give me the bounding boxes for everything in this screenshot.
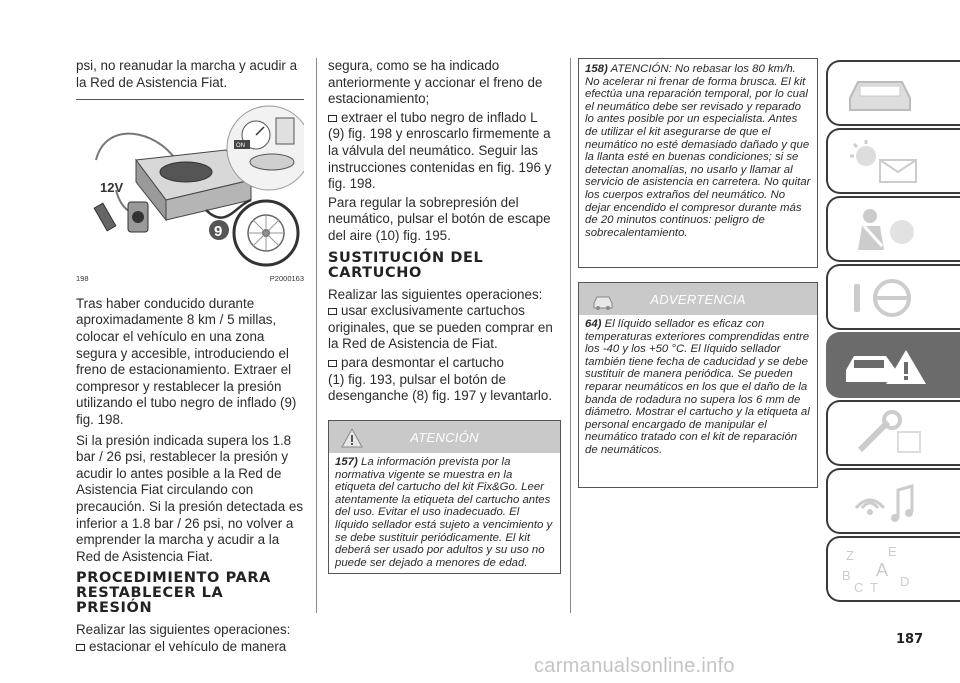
- intro-paragraph: psi, no reanudar la marcha y acudir a la Red de Asistencia Fiat.: [76, 58, 298, 90]
- tab-warning-lights[interactable]: [826, 128, 960, 194]
- checkbox-bullet-icon: [76, 644, 85, 651]
- advertencia-text: 64) El líquido sellador es eficaz con temperaturas exteriores comprendidas entre los -40 y los +50 °C. El líquido sellador también tiene fecha de caducidad y se debe sustituir de manera periódica. Se pueden reparar neumáticos en los que el daño de la banda de rodadura no supera los 6 mm de diámetro. Mostrar el cartucho y la etiqueta al personal encargado de manipular el neumático tratado con el kit de reparación de neumáticos.: [585, 318, 810, 456]
- index-letter: D: [900, 574, 910, 589]
- column-1: [76, 58, 304, 655]
- index-letter: B: [842, 568, 851, 583]
- paragraph-operations-2: Realizar las siguientes operaciones:: [328, 286, 543, 302]
- tab-dashboard[interactable]: [826, 60, 960, 126]
- bullet-hose: extraer el tubo negro de inflado L: [328, 110, 564, 127]
- bullet-hose-continued: (9) fig. 198 y enroscarlo firmemente a la válvula del neumático. Seguir las instrucciones contenidas en fig. 196 y fig. 198.: [328, 126, 552, 192]
- heading-cartridge: SUSTITUCIÓN DEL CARTUCHO: [328, 249, 484, 281]
- column-2: [328, 58, 564, 407]
- index-letter: C: [854, 580, 864, 594]
- note-158-box: 158) ATENCIÓN: No rebasar los 80 km/h. No acelerar ni frenar de forma brusca. El kit efectúa una reparación temporal, por lo cual el neumático debe ser revisado y reparado lo antes posible por un especialista. Antes de utilizar el kit asegurarse de que el neumático no esté demasiado dañado y que la llanta esté en buenas condiciones; si se detectan anomalías, no usarlo y llamar al servicio de asistencia en carretera. No quitar los cuerpos extraños del neumático. No dejar encendido el compresor durante más de 20 minutos continuos: peligro de sobrecalentamiento.: [578, 58, 818, 268]
- index-alphabet-icon: [840, 546, 930, 594]
- note-number-158: 158): [585, 63, 608, 75]
- paragraph-operations: Realizar las siguientes operaciones:: [76, 622, 291, 638]
- attention-title: ATENCIÓN: [410, 430, 479, 445]
- callout-9: 9: [214, 223, 223, 241]
- car-dashboard-icon: [840, 70, 930, 118]
- bullet-original-cartridges: usar exclusivamente cartuchos: [328, 303, 564, 320]
- checkbox-bullet-icon: [328, 360, 337, 367]
- tab-safety[interactable]: [826, 196, 960, 262]
- advertencia-title: ADVERTENCIA: [650, 292, 746, 307]
- heading-restore-pressure: PROCEDIMIENTO PARA RESTABLECER LA PRESIÓN: [76, 570, 271, 617]
- bullet-park: estacionar el vehículo de manera: [76, 639, 304, 656]
- column-divider: [570, 58, 571, 613]
- tab-index[interactable]: [826, 536, 960, 602]
- figure-number: 198: [76, 274, 89, 284]
- advertencia-header: [579, 283, 817, 315]
- index-letter: A: [876, 560, 889, 580]
- tab-emergency[interactable]: [826, 332, 960, 398]
- figure-caption: [76, 271, 304, 288]
- index-letter: T: [870, 580, 878, 594]
- tab-starting-driving[interactable]: [826, 264, 960, 330]
- wrench-service-icon: [840, 410, 930, 458]
- index-letter: Z: [846, 548, 854, 563]
- index-letter: E: [888, 546, 897, 559]
- paragraph-pressure: Si la presión indicada supera los 1.8 bar / 26 psi, restablecer la presión y acudir lo antes posible a la Red de Asistencia Fiat circulando con precaución. Si la presión detectada es inferior a 1.8 bar / 26 psi, no volver a emprender la marcha y acudir a la Red de Asistencia Fiat.: [76, 432, 304, 564]
- attention-header: [329, 421, 560, 453]
- emergency-car-triangle-icon: [840, 342, 930, 390]
- warning-lights-mail-icon: [840, 138, 930, 186]
- checkbox-bullet-icon: [328, 308, 337, 315]
- checkbox-bullet-icon: [328, 115, 337, 122]
- 12v-label: 12V: [100, 180, 124, 196]
- multimedia-music-icon: [840, 478, 930, 526]
- footer-watermark: carmanualsonline.info: [534, 655, 735, 677]
- paragraph-driving: Tras haber conducido durante aproximadamente 8 km / 5 millas, colocar el vehículo en una zona segura y accesible, introduciendo el freno de estacionamiento. Extraer el compresor y restablecer la presión utilizando el tubo negro de inflado (9) fig. 198.: [76, 295, 297, 427]
- bullet-remove-cartridge-continued: (1) fig. 193, pulsar el botón de desenganche (8) fig. 197 y levantarlo.: [328, 371, 553, 404]
- figure-code: P2000163: [269, 274, 304, 284]
- column-divider: [316, 58, 317, 613]
- compressor-illustration: [76, 100, 304, 270]
- note-number-64: 64): [585, 318, 602, 330]
- note-number-157: 157): [335, 456, 358, 468]
- seatbelt-airbag-icon: [840, 206, 930, 254]
- tab-maintenance[interactable]: [826, 400, 960, 466]
- bullet-remove-cartridge: para desmontar el cartucho: [328, 355, 564, 372]
- page-number: 187: [896, 632, 924, 647]
- bullet-park-continued: segura, como se ha indicado anteriormente y accionar el freno de estacionamiento;: [328, 58, 543, 107]
- bullet-original-cartridges-continued: originales, que se pueden comprar en la Red de Asistencia de Fiat.: [328, 319, 553, 352]
- attention-text: 157) La información prevista por la normativa vigente se muestra en la etiqueta del cartucho del kit Fix&Go. Leer atentamente la etiqueta del cartucho antes del uso. Evitar el uso inadecuado. El líquido sellador está sujeto a vencimiento y se debe sustituir periódicamente. El kit deberá ser usado por adultos y su uso no puede ser dejado a menores de edad.: [335, 456, 553, 569]
- paragraph-overpressure: Para regular la sobrepresión del neumático, pulsar el botón de escape del aire (10) fig. 195.: [328, 194, 551, 243]
- advertencia-box: [578, 282, 818, 488]
- steering-wheel-key-icon: [840, 274, 930, 322]
- tab-multimedia[interactable]: [826, 468, 960, 534]
- attention-box: [328, 420, 561, 574]
- on-label: ON: [236, 143, 245, 150]
- figure-198: [76, 99, 304, 269]
